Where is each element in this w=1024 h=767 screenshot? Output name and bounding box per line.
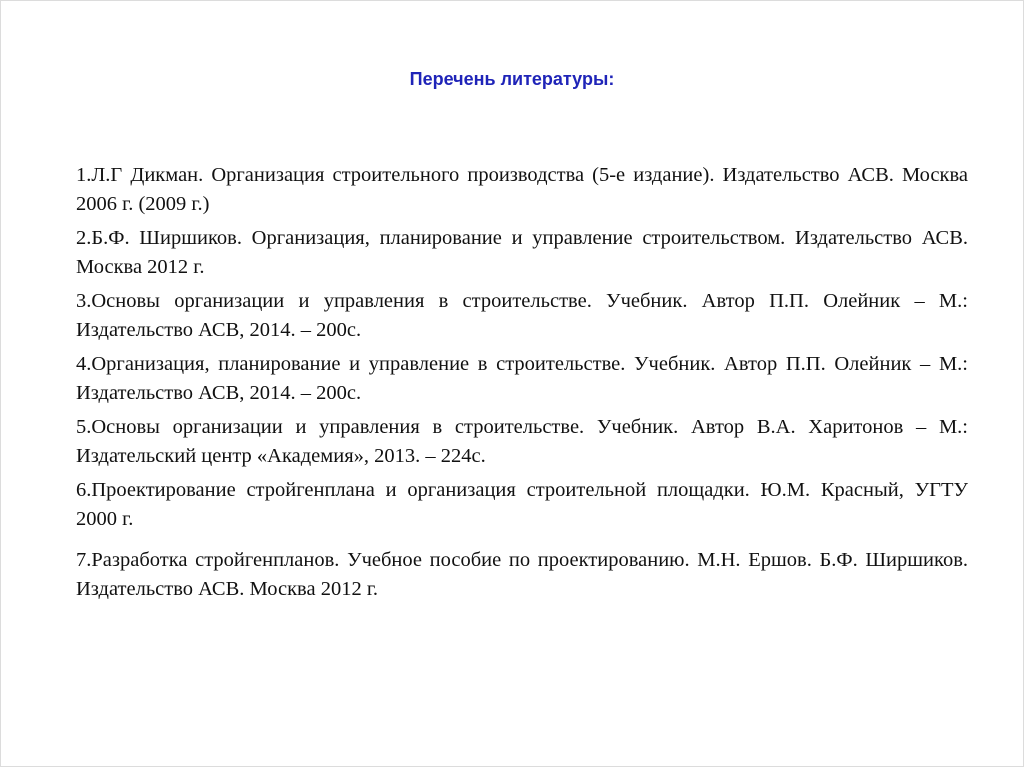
reference-item-5: 5.Основы организации и управления в строительстве. Учебник. Автор В.А. Харитонов – М.: Издательский центр «Академия», 2013. – 224с. [76, 416, 968, 467]
reference-item-4: 4.Организация, планирование и управление в строительстве. Учебник. Автор П.П. Олейник – М.: Издательство АСВ, 2014. – 200с. [76, 353, 968, 404]
reference-item-1: 1.Л.Г Дикман. Организация строительного производства (5-е издание). Издательство АСВ. Москва 2006 г. (2009 г.) [76, 164, 968, 215]
reference-list [76, 161, 968, 609]
reference-item-3: 3.Основы организации и управления в строительстве. Учебник. Автор П.П. Олейник – М.: Издательство АСВ, 2014. – 200с. [76, 290, 968, 341]
slide-title: Перечень литературы: [409, 69, 615, 89]
reference-item-6: 6.Проектирование стройгенплана и организация строительной площадки. Ю.М. Красный, УГТУ 2000 г. [76, 479, 968, 530]
reference-item-2: 2.Б.Ф. Ширшиков. Организация, планирование и управление строительством. Издательство АСВ. Москва 2012 г. [76, 227, 968, 278]
reference-item-7: 7.Разработка стройгенпланов. Учебное пособие по проектированию. М.Н. Ершов. Б.Ф. Ширшиков. Издательство АСВ. Москва 2012 г. [76, 549, 968, 600]
